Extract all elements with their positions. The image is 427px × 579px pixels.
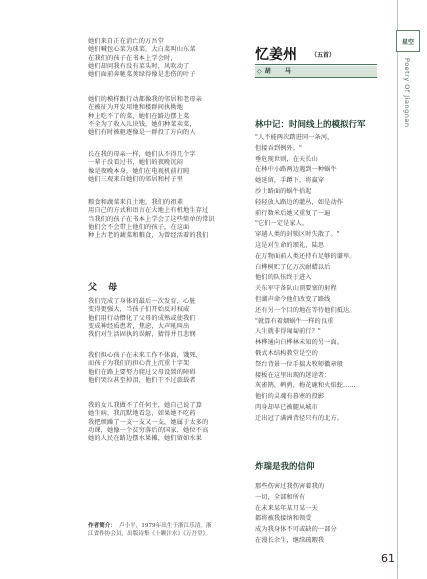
poem-subtitle: （五首） [311, 52, 336, 59]
side-tab-label: 星空 [396, 30, 420, 52]
poem-line: 她们有时被驱逐像是一群投了方向的人 [88, 129, 196, 137]
poem-line: 我把烦躁了一支一支又一支，她属于太多的 [88, 418, 209, 426]
poem-line: 他们会不会带上他们的孩子，在这面 [88, 223, 190, 231]
poem-line: 垂危现世则，在天长山 [255, 155, 318, 163]
author-note-line-2: 江省作协会员，出版诗集《十颗汁水》《万吾堂》。 [88, 531, 212, 537]
poem-line: 还有另一个目的地在等待他们抵达。 [255, 306, 356, 314]
diamond-icon: ◇ [257, 68, 262, 75]
poem-line: "它们一定是家人， [255, 220, 309, 228]
poem-line: 不全为了收入儿块钱，她们种菜卖菜， [88, 120, 196, 128]
side-tab-rule [397, 0, 398, 579]
poem-line: 用自己的方式和语言在大地上有机地生存过 [88, 207, 209, 215]
poem-line: 她们喊包心菜为球菜，大白菜叫山东菜 [88, 46, 196, 54]
title-divider [255, 64, 377, 65]
poem-line: 变得更强大，当孩子们开始反对权威 [88, 306, 190, 314]
poem-line: 她的人民在路边摆水果摊，她们留如水果 [88, 435, 203, 443]
poem-line: 我们对生活固执的误解，猜得并且悲悯 [88, 331, 196, 339]
section-title-forest: 林中记：时间线上的模拟行军 [255, 120, 366, 130]
author-note-label: 作者简介： [88, 523, 116, 529]
poem-line: 我的女儿我做不了任何主，她自己说了算 [88, 402, 203, 409]
poem-line: 但湖声命令他们改变了路线 [255, 296, 331, 303]
poem-line: 她们的模样跟行动都像我的邻居和老母亲 [88, 96, 203, 103]
poem-line: "人不能两次踏进同一条河， [255, 134, 334, 141]
poem-line: 那些伤害过我伤害着我的 [255, 483, 325, 490]
poem-line: 她延留，手蹲下，将羸穿 [255, 177, 325, 185]
poem-line: 灰雀鹊，鹌鹑，梅花鹿和火焰蛇…… [255, 382, 356, 390]
poem-line: 功课，她像一个贫穷落后的国家，她位不高 [88, 426, 209, 434]
poem-line: 在未来某年某月某一天 [255, 504, 318, 512]
poem-line: 一辈子没看过书，她们的夜晚沉闷 [88, 159, 184, 167]
poem-line: 当我们的孩子在书本上学会了这些简单的常识 [88, 215, 215, 223]
poem-line: 在漫长余生，继续疏暇我 [255, 537, 325, 544]
poem-line: 变成神经质患者，焦虑，大声吼叫出 [88, 322, 190, 330]
poem-line: 关东军守备队山顶要塞的射程 [255, 285, 337, 293]
poem-line: 他们用行动僭化了父母的成熟或使我们 [88, 314, 196, 322]
poem-line: 都将被我接纳和领受 [255, 515, 312, 523]
poem-line: 这是对生命的颂礼，陆思 [255, 242, 325, 249]
poem-line: 肉身却早已被腿从城市 [255, 404, 318, 411]
poem-line: 她们来自正在消亡的万吾堂 [88, 38, 165, 45]
poem-line: 粮食和蔬菜来自土地，我们的祖辈 [88, 199, 184, 206]
poem-line: 轻轻放入路边的灌丛，如是动作 [255, 198, 344, 206]
poem-line: 穿越人类的封锁区时失散了。" [255, 231, 340, 239]
side-tab-vertical-text: Poetry Of Jiangnan [403, 58, 411, 128]
poem-line: 在万物面前人类还持有足够的谦卑。 [255, 252, 356, 260]
poem-line: 他们的灵魂有暮寒的投影 [255, 393, 325, 401]
section-title-faith: 炸瑞是我的信仰 [255, 462, 315, 472]
poem-line: 他们的队伍终于进入 [255, 274, 312, 282]
poem-line: 白桦树贮了亿万次耐蜡以后 [255, 263, 331, 271]
poem-line: 祭台背景一位手揣大牧师徽章般 [255, 360, 344, 368]
poem-line: 在林中小路两边遇到一种蜗牛 [255, 166, 337, 174]
poem-title: 忆姜州 [255, 47, 297, 63]
poem-line: 她们却问我有没有菜头时，风吹动了 [88, 62, 190, 70]
poem-line: 他们在路上要努力爬过父母设置的障碍 [88, 368, 196, 376]
poem-line: 种上吃不了的菜，她们在路边摆上菜 [88, 112, 190, 120]
poem-line: 迁出冠了满洲背径只有的北方。 [255, 414, 344, 422]
poem-line: 一切，全部和所有 [255, 493, 306, 501]
poem-line: 俄式木结构教堂是空的 [255, 350, 318, 357]
poem-line: 她们三观来自她们的邻居和村子里 [88, 175, 184, 183]
poem-line: 在我们的孩子在书本上学会时， [88, 54, 177, 62]
poem-line: 长在我的母亲一样，她们认不得几个字 [88, 151, 196, 158]
poem-line: 像是夜晚本身，她们在电视机前打盹 [88, 167, 190, 175]
page-number: 61 [381, 552, 395, 565]
author-name: 胡 马 [264, 68, 297, 75]
poem-line: 但接吞到例外。" [255, 144, 302, 152]
section-title-parents: 父 母 [88, 283, 122, 293]
poem-line: 接板在这里出现的迷途者： [255, 371, 331, 379]
poem-line: 人生就非得匍匐前行？" [255, 328, 321, 336]
author-note-line-1: 卢小平，1979年出生于浙江乐清。浙 [118, 523, 212, 529]
poem-line: 在被征为开发用地和楼群间执拗地 [88, 104, 184, 112]
poem-line: 前行数米后她又重复了一遍 [255, 209, 331, 217]
poem-line: "就算有着烟蜗牛一样的良重 [255, 317, 334, 325]
poem-line: 他们哭泣甚至掉泪，他们干不过旅载者 [88, 376, 196, 384]
poem-line: 我们完成了身体的最后一次发育，心脏 [88, 298, 196, 305]
poem-line: 成为我身体不可或缺的一部分 [255, 526, 337, 534]
poem-line: 沙土路面的蜗牛拾起 [255, 188, 312, 195]
poem-line: 种上古老的蔬菜和粮食，为曾经活着的我们 [88, 232, 209, 240]
poem-line: 林桦通向白桦林未知的另一面。 [255, 339, 344, 347]
poem-line: 而孩子为我们的担心背上沉重十字架 [88, 360, 190, 368]
author-note [88, 522, 238, 538]
poem-line: 她生病，我沉默地看急，如果她不吃药 [88, 410, 196, 418]
author-bar [255, 66, 377, 78]
poem-line: 我们担心孩子在未来工作不体面，饿死， [88, 352, 203, 359]
poem-line: 她们面前奔驰菜荚绿得像是悲伤的叶子 [88, 71, 196, 79]
